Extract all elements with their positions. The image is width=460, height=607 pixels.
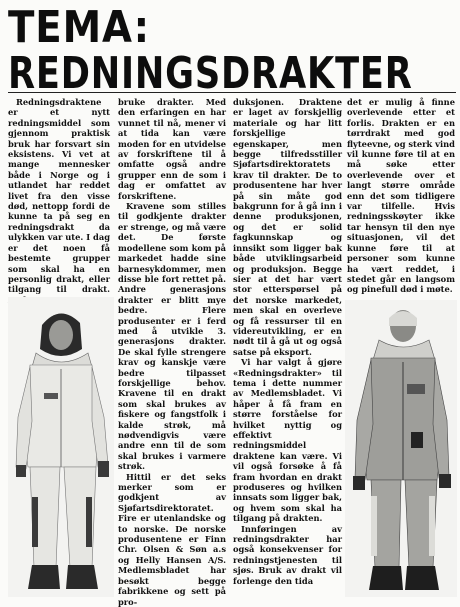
article-column-4 <box>347 97 455 297</box>
col3-paragraph-2: Vi har valgt å gjøre «Redningsdrakter» til tema i dette nummer av Medlemsbladet. Vi håper å få fram en større forståelse for hvilket nyttig og effektivt redningsmiddel draktene kan være. Vi vil også forsøke å få fram hvordan en drakt produseres og hvilken innsats som ligger bak, og hvem som skal ha tilgang på drakten. <box>233 357 342 524</box>
col2-paragraph-3: Hittil er det seks merker som er godkjent av Sjøfartsdirektoratet. Fire er utenlandske og to norske. De norske produsentene er Finn Chr. Olsen & Søn a.s og Helly Hansen A/S. Medlemsbladet har besøkt begge fabrikkene og sett på pro- <box>118 471 226 607</box>
headline-divider <box>8 92 456 93</box>
col2-paragraph-1: bruke drakter. Med den erfaringen en har vunnet til nå, mener vi at tida kan være moden for en utvidelse av forskriftene til å omfatte også andre grupper enn de som i dag er omfattet av forskriftene. <box>118 97 226 201</box>
article-column-1 <box>8 97 110 297</box>
headline-line-1: TEMA: <box>8 2 150 53</box>
survival-suit-photo-left <box>8 297 114 597</box>
col2-paragraph-2: Kravene som stilles til godkjente drakter er strenge, og må være det. De første modellene som kom på markedet hadde sine barnesykdommer, men disse ble fort rettet på. Andre generasjons drakter er blitt mye bedre. Flere produsenter er i ferd med å utvikle 3. generasjons drakter. De skal fylle strengere krav og kanskje være bedre tilpasset forskjellige behov. Kravene til en drakt som skal brukes av fiskere og fangstfolk i kalde strøk, må nødvendigvis være andre enn til de som skal brukes i varmere strøk. <box>118 201 226 472</box>
article-column-2 <box>118 97 226 607</box>
col1-paragraph-1: Redningsdraktene er et nytt redningsmiddel som gjennom praktisk bruk har forsvart sin eksistens. Vi vet at mange mennesker både i Norge og i utlandet har reddet livet fra den visse død, nettopp fordi de kunne ta på seg en redningsdrakt da ulykken var ute. I dag er det noen få bestemte grupper som skal ha en personlig drakt, eller tilgang til drakt. <box>8 97 110 295</box>
col4-paragraph-1: det er mulig å finne overlevende etter et forlis. Drakten er en tørrdrakt med god flyteevne, og sterk vind vil kunne føre til at en må søke etter overlevende over et langt større område enn det som tidligere var tilfelle. Hvis redningsskøyter ikke tar hensyn til den nye situasjonen, vil det kunne føre til at personer som kunne ha vært reddet, i stedet går en langsom og pinefull død i møte. <box>347 97 455 295</box>
headline-line-2: REDNINGSDRAKTER <box>8 48 413 99</box>
survival-suit-photo-right <box>345 300 457 597</box>
article-column-3 <box>233 97 342 597</box>
col3-paragraph-1: duksjonen. Draktene er laget av forskjellig materiale og har litt forskjellige egenskaper, men begge tilfredsstiller Sjøfartsdirektoratets krav til drakter. De to produsentene har hver på sin måte god bakgrunn for å gå inn i denne produksjonen, og det er solid fagkunnskap og innsikt som ligger bak både utviklingsarbeid og produksjon. Begge sier at det har vært stor etterspørsel på det norske markedet, men skal en overleve og få ressurser til en videreutvikling, er en nødt til å gå ut og også satse på eksport. <box>233 97 342 357</box>
col3-paragraph-3: Innføringen av redningsdrakter har også konsekvenser for redningstjenesten til sjøs. Bruk av drakt vil forlenge den tida <box>233 523 342 586</box>
article-headline <box>8 2 458 99</box>
